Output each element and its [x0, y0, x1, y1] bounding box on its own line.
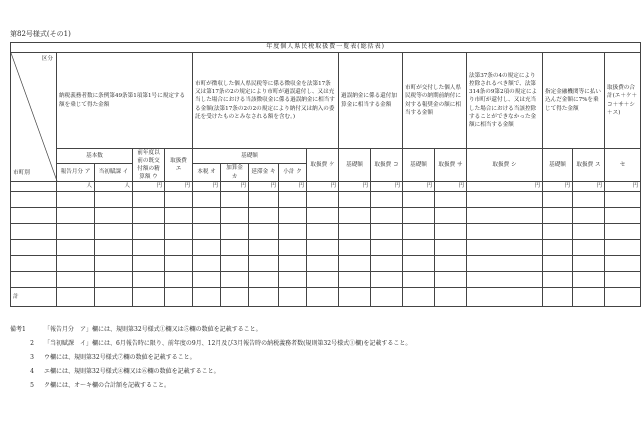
- kiso-gaku-header: 基礎額: [193, 149, 307, 164]
- table-title: 年度個人県民税取扱費一覧表(総括表): [11, 43, 641, 53]
- kihon-su-header: 基本数: [57, 149, 133, 164]
- unit-en: 円: [221, 182, 249, 192]
- tosho-kazei-header: 当初賦課 イ: [95, 163, 133, 182]
- total-row: [11, 288, 641, 307]
- shichoson-label: 市町別: [13, 170, 30, 177]
- se-header: セ: [605, 149, 641, 182]
- toriatsukai-sa-header: 取扱費 サ: [435, 149, 467, 182]
- col-a-desc: 納税義務者数に条例第49条第1項第1号に規定する額を乗じて得た金額: [57, 53, 193, 149]
- zennendo-header: 前年度以前の既交付額の精算額 ウ: [133, 149, 165, 182]
- toriatsukai-ke-header: 取扱費 ケ: [307, 149, 339, 182]
- col-d-desc: 市町が交付した個人県民税等の納期前納付に対する報奨金の額に相当する金額: [403, 53, 467, 149]
- unit-en: 円: [133, 182, 165, 192]
- hokoku-getsu-header: 報告月分 ア: [57, 163, 95, 182]
- note-4: 4 エ欄には、規則第32号様式④欄又は⑥欄の数値を記載すること。: [30, 368, 220, 375]
- table-row: [11, 240, 641, 256]
- note-5: 5 ク欄には、オ〜キ欄の合計額を記載すること。: [30, 382, 171, 389]
- unit-en: 円: [307, 182, 339, 192]
- unit-en: 円: [339, 182, 371, 192]
- unit-nin: 人: [95, 182, 133, 192]
- unit-en: 円: [279, 182, 307, 192]
- kiso-gaku2-header: 基礎額: [339, 149, 371, 182]
- toriatsukai-shi-header: 取扱費 シ: [467, 149, 543, 182]
- note-1: 備考1 「報告月分 ア」欄には、規則第32号様式①欄又は⑤欄の数値を記載すること。: [10, 326, 262, 333]
- table-row: [11, 208, 641, 224]
- table-row: [11, 272, 641, 288]
- note-2: 2 「当初賦課 イ」欄には、6月報告時に限り、前年度の9月、12月及び3月報告時の納税義務者数(規則第32号様式①欄)を記載すること。: [30, 340, 412, 347]
- notes: [10, 323, 622, 393]
- kubun-label: 区分: [41, 56, 53, 62]
- unit-en: 円: [193, 182, 221, 192]
- total-label: 計: [11, 288, 57, 307]
- unit-en: 円: [165, 182, 193, 192]
- unit-nin: 人: [57, 182, 95, 192]
- kasankin-header: 加算金 カ: [221, 163, 249, 182]
- col-c-desc: 過誤納金に係る還付加算金に相当する金額: [339, 53, 403, 149]
- kiso-gaku3-header: 基礎額: [403, 149, 435, 182]
- toriatsukai-e-header: 取扱費 エ: [165, 149, 193, 182]
- entaikin-header: 延滞金 キ: [249, 163, 279, 182]
- unit-en: 円: [249, 182, 279, 192]
- table-row: [11, 224, 641, 240]
- unit-en: 円: [573, 182, 605, 192]
- unit-en: 円: [403, 182, 435, 192]
- col-b-desc: 市町が徴収した個人県民税等に係る徴収金を法第17条又は第17条の2の規定により市町が過誤還付し、又は充当した場合における当該徴収金に係る過誤納金に相当する金額(法第17条の2の2の規定により納付又は納入の委託を受けたものとみなされる額を含む。): [193, 53, 339, 149]
- col-f-desc: 指定金融機関等に払い込んだ金額に7%を乗じて得た金額: [543, 53, 605, 149]
- unit-en: 円: [435, 182, 467, 192]
- col-e-desc: 法第37条の4の規定により控除されるべき額で、法第314条の9第2項の規定により市町が還付し、又は充当した場合における当該控除することができなかった金額に相当する金額: [467, 53, 543, 149]
- form-number: 第82号様式(その1): [10, 30, 71, 38]
- unit-en: 円: [467, 182, 543, 192]
- diagonal-line: [11, 53, 57, 181]
- note-3: 3 ウ欄には、規則第32号様式⑦欄の数値を記載すること。: [30, 354, 196, 361]
- summary-table: [10, 42, 639, 307]
- col-g-desc: 取扱費の合計(エ＋ケ＋コ＋サ＋シ＋ス): [605, 53, 641, 149]
- shokei-header: 小計 ク: [279, 163, 307, 182]
- honzei-header: 本税 オ: [193, 163, 221, 182]
- unit-en: 円: [605, 182, 641, 192]
- table-row: [11, 192, 641, 208]
- kiso-gaku4-header: 基礎額: [543, 149, 573, 182]
- unit-row: [11, 182, 641, 192]
- table-row: [11, 256, 641, 272]
- kubun-header: [11, 53, 57, 182]
- unit-en: 円: [543, 182, 573, 192]
- toriatsukai-su-header: 取扱費 ス: [573, 149, 605, 182]
- unit-en: 円: [371, 182, 403, 192]
- toriatsukai-ko-header: 取扱費 コ: [371, 149, 403, 182]
